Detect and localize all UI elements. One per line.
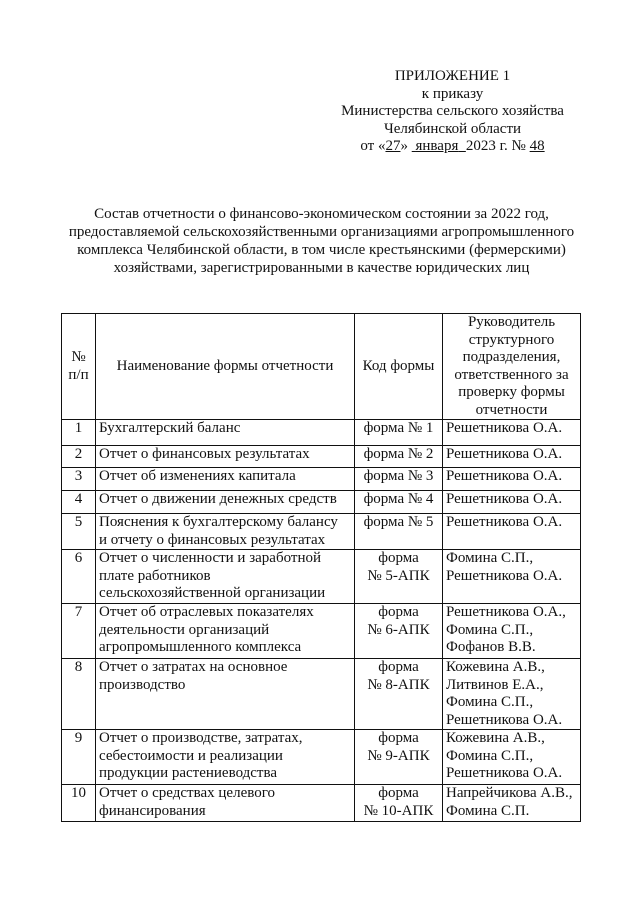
- form-code: [355, 514, 443, 550]
- form-code-line: форма: [378, 659, 419, 675]
- row-number: 7: [62, 604, 96, 659]
- row-number: 8: [62, 659, 96, 730]
- title-line: комплекса Челябинской области, в том числе крестьянскими (фермерскими): [77, 242, 566, 258]
- form-code: [355, 468, 443, 491]
- report-forms-table: [61, 313, 581, 822]
- appendix-order-ref: к приказу: [421, 85, 484, 102]
- form-name-line: Отчет об отраслевых показателях: [99, 604, 314, 620]
- responsible-person: [443, 514, 581, 550]
- form-code-line: № 6-АПК: [367, 621, 430, 638]
- form-code: [355, 446, 443, 468]
- form-code-line: форма: [378, 730, 419, 746]
- form-name: [96, 514, 355, 550]
- date-year: 2023 г. №: [465, 138, 526, 155]
- form-name: [96, 785, 355, 822]
- form-name: [96, 491, 355, 514]
- responsible-person-line: Фомина С.П.,: [446, 694, 534, 710]
- form-code-line: форма: [378, 785, 419, 801]
- form-name-line: производство: [99, 676, 186, 693]
- responsible-person-line: Напрейчикова А.В.,: [446, 785, 573, 801]
- form-code-line: форма № 3: [363, 468, 434, 484]
- form-name-line: Отчет о затратах на основное: [99, 659, 288, 675]
- row-number: 1: [62, 420, 96, 446]
- form-name-line: Отчет о движении денежных средств: [99, 491, 337, 507]
- responsible-person-line: Решетникова О.А.: [446, 711, 563, 728]
- form-code-line: форма № 2: [363, 446, 434, 462]
- title-line: предоставляемой сельскохозяйственными организациями агропромышленного: [68, 224, 575, 240]
- responsible-person: [443, 785, 581, 822]
- form-name-line: Отчет о производстве, затратах,: [99, 730, 303, 746]
- form-name-line: деятельности организаций: [99, 621, 270, 638]
- table-row: [62, 446, 581, 468]
- responsible-person-line: Фомина С.П.: [446, 802, 530, 819]
- form-code: [355, 785, 443, 822]
- table-body: [62, 420, 581, 822]
- form-name-line: продукции растениеводства: [99, 765, 278, 781]
- table-row: [62, 785, 581, 822]
- form-name: [96, 604, 355, 659]
- form-name: [96, 730, 355, 785]
- table-row: [62, 550, 581, 604]
- form-name-line: Пояснения к бухгалтерскому балансу: [99, 514, 338, 530]
- form-name-line: плате работников: [99, 567, 211, 584]
- row-number: 5: [62, 514, 96, 550]
- form-code: [355, 659, 443, 730]
- form-code-line: № 8-АПК: [367, 676, 430, 693]
- form-name-line: финансирования: [99, 802, 206, 819]
- table-row: [62, 514, 581, 550]
- appendix-ministry: Министерства сельского хозяйства: [341, 103, 564, 120]
- responsible-person: [443, 468, 581, 491]
- form-code-line: форма № 4: [363, 491, 434, 507]
- title-line: хозяйствами, зарегистрированными в качестве юридических лиц: [113, 260, 530, 276]
- responsible-person: [443, 491, 581, 514]
- table-row: [62, 468, 581, 491]
- table-header-row: [62, 314, 581, 420]
- form-name: [96, 446, 355, 468]
- row-number: 9: [62, 730, 96, 785]
- form-name-line: и отчету о финансовых результатах: [99, 531, 326, 548]
- responsible-person-line: Фомина С.П.,: [446, 550, 534, 566]
- date-month: января: [415, 138, 459, 155]
- form-code-line: № 5-АПК: [367, 567, 430, 584]
- table-row: [62, 730, 581, 785]
- table-row: [62, 659, 581, 730]
- form-name: [96, 550, 355, 604]
- responsible-person: [443, 420, 581, 446]
- responsible-person: [443, 550, 581, 604]
- form-name: [96, 468, 355, 491]
- responsible-person: [443, 446, 581, 468]
- header-name: Наименование формы отчетности: [96, 314, 355, 420]
- form-name: [96, 659, 355, 730]
- responsible-person-line: Литвинов Е.А.,: [446, 676, 544, 693]
- form-name-line: Бухгалтерский баланс: [99, 420, 241, 436]
- responsible-person-line: Решетникова О.А.: [446, 420, 563, 436]
- responsible-person-line: Решетникова О.А.: [446, 446, 563, 462]
- header-num: № п/п: [62, 314, 96, 420]
- row-number: 10: [62, 785, 96, 822]
- form-code-line: форма: [378, 550, 419, 566]
- responsible-person-line: Решетникова О.А.: [446, 567, 563, 584]
- table-row: [62, 604, 581, 659]
- responsible-person-line: Решетникова О.А.: [446, 468, 563, 484]
- date-prefix: от «: [360, 138, 386, 155]
- form-code-line: № 10-АПК: [363, 802, 434, 819]
- document-title: [60, 205, 583, 277]
- form-code-line: № 9-АПК: [367, 747, 430, 764]
- appendix-block: [320, 68, 585, 156]
- form-code-line: форма № 1: [363, 420, 434, 436]
- order-number: 48: [529, 138, 545, 155]
- form-name-line: Отчет об изменениях капитала: [99, 468, 296, 484]
- responsible-person-line: Кожевина А.В.,: [446, 659, 545, 675]
- form-name-line: Отчет о численности и заработной: [99, 550, 321, 566]
- date-day: 27: [385, 138, 401, 155]
- form-name-line: Отчет о средствах целевого: [99, 785, 275, 801]
- form-name-line: Отчет о финансовых результатах: [99, 446, 310, 462]
- date-day-suffix: »: [400, 138, 408, 155]
- row-number: 4: [62, 491, 96, 514]
- responsible-person-line: Решетникова О.А.: [446, 514, 563, 530]
- form-name-line: себестоимости и реализации: [99, 747, 283, 764]
- appendix-title: ПРИЛОЖЕНИЕ 1: [394, 68, 511, 84]
- form-code: [355, 491, 443, 514]
- responsible-person-line: Решетникова О.А.,: [446, 604, 566, 620]
- responsible-person-line: Фомина С.П.,: [446, 747, 534, 764]
- appendix-date-line: [320, 138, 585, 156]
- form-name-line: агропромышленного комплекса: [99, 639, 302, 655]
- header-code: Код формы: [355, 314, 443, 420]
- form-code: [355, 420, 443, 446]
- responsible-person-line: Кожевина А.В.,: [446, 730, 545, 746]
- form-code-line: форма: [378, 604, 419, 620]
- responsible-person-line: Фомина С.П.,: [446, 621, 534, 638]
- form-code: [355, 604, 443, 659]
- title-line: Состав отчетности о финансово-экономическом состоянии за 2022 год,: [94, 206, 549, 222]
- responsible-person-line: Решетникова О.А.: [446, 491, 563, 507]
- form-name-line: сельскохозяйственной организации: [99, 585, 326, 601]
- table-row: [62, 491, 581, 514]
- responsible-person-line: Решетникова О.А.: [446, 765, 563, 781]
- table-row: [62, 420, 581, 446]
- row-number: 3: [62, 468, 96, 491]
- form-name: [96, 420, 355, 446]
- row-number: 6: [62, 550, 96, 604]
- responsible-person: [443, 604, 581, 659]
- row-number: 2: [62, 446, 96, 468]
- form-code: [355, 730, 443, 785]
- responsible-person: [443, 659, 581, 730]
- appendix-region: Челябинской области: [383, 120, 522, 137]
- responsible-person: [443, 730, 581, 785]
- form-code: [355, 550, 443, 604]
- form-code-line: форма № 5: [363, 514, 434, 530]
- responsible-person-line: Фофанов В.В.: [446, 639, 536, 655]
- header-responsible: Руководитель структурного подразделения, ответственного за проверку формы отчетности: [443, 314, 581, 420]
